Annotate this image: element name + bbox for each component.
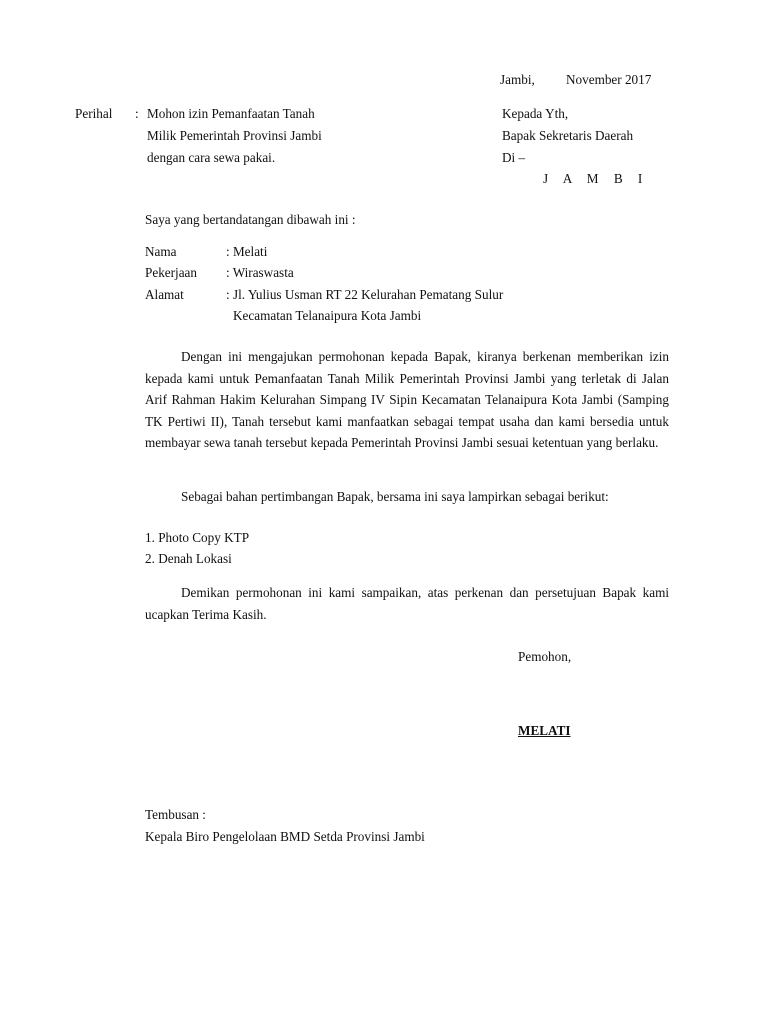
address-value-2: Kecamatan Telanaipura Kota Jambi [233,308,422,323]
body-paragraph-2: Sebagai bahan pertimbangan Bapak, bersama ini saya lampirkan sebagai berikut: [181,489,609,504]
body-paragraph-3: Demikan permohonan ini kami sampaikan, atas perkenan dan persetujuan Bapak kami ucapkan Terima Kasih. [145,585,669,622]
recipient-city: J A M B I [543,171,649,186]
name-value: : Melati [226,244,268,259]
place-city: Jambi, [500,72,535,87]
subject-line-1: Mohon izin Pemanfaatan Tanah [147,106,315,121]
address-value: : Jl. Yulius Usman RT 22 Kelurahan Pematang Sulur [226,287,504,302]
recipient-line-1: Kepada Yth, [502,106,569,121]
signatory-name: MELATI [518,723,571,738]
body-paragraph-1: Dengan ini mengajukan permohonan kepada Bapak, kiranya berkenan memberikan izin kepada kami untuk Pemanfaatan Tanah Milik Pemerintah Provinsi Jambi yang terletak di Jalan Arif Rahman Hakim Kelurahan Simpang IV Sipin Kecamatan Telanaipura Kota Jambi (Samping TK Pertiwi II), Tanah tersebut kami manfaatkan sebagai tempat usaha dan kami bersedia untuk membayar sewa tanah tersebut kepada Pemerintah Provinsi Jambi sesuai ketentuan yang berlaku. [145,349,669,451]
cc-recipient: Kepala Biro Pengelolaan BMD Setda Provinsi Jambi [145,829,425,844]
recipient-line-2: Bapak Sekretaris Daerah [502,128,634,143]
subject-line-2: Milik Pemerintah Provinsi Jambi [147,128,322,143]
cc-label: Tembusan : [145,807,206,822]
subject-line-3: dengan cara sewa pakai. [147,150,276,165]
job-value: : Wiraswasta [226,265,294,280]
letter-date: November 2017 [566,72,652,87]
name-label: Nama [145,244,177,259]
closing-text: Pemohon, [518,649,572,664]
subject-label: Perihal [75,106,113,121]
subject-colon: : [135,106,139,121]
address-label: Alamat [145,287,184,302]
job-label: Pekerjaan [145,265,197,280]
attachment-item-2: 2. Denah Lokasi [145,551,232,566]
recipient-line-3: Di – [502,150,526,165]
attachment-item-1: 1. Photo Copy KTP [145,530,250,545]
intro-text: Saya yang bertandatangan dibawah ini : [145,212,356,227]
